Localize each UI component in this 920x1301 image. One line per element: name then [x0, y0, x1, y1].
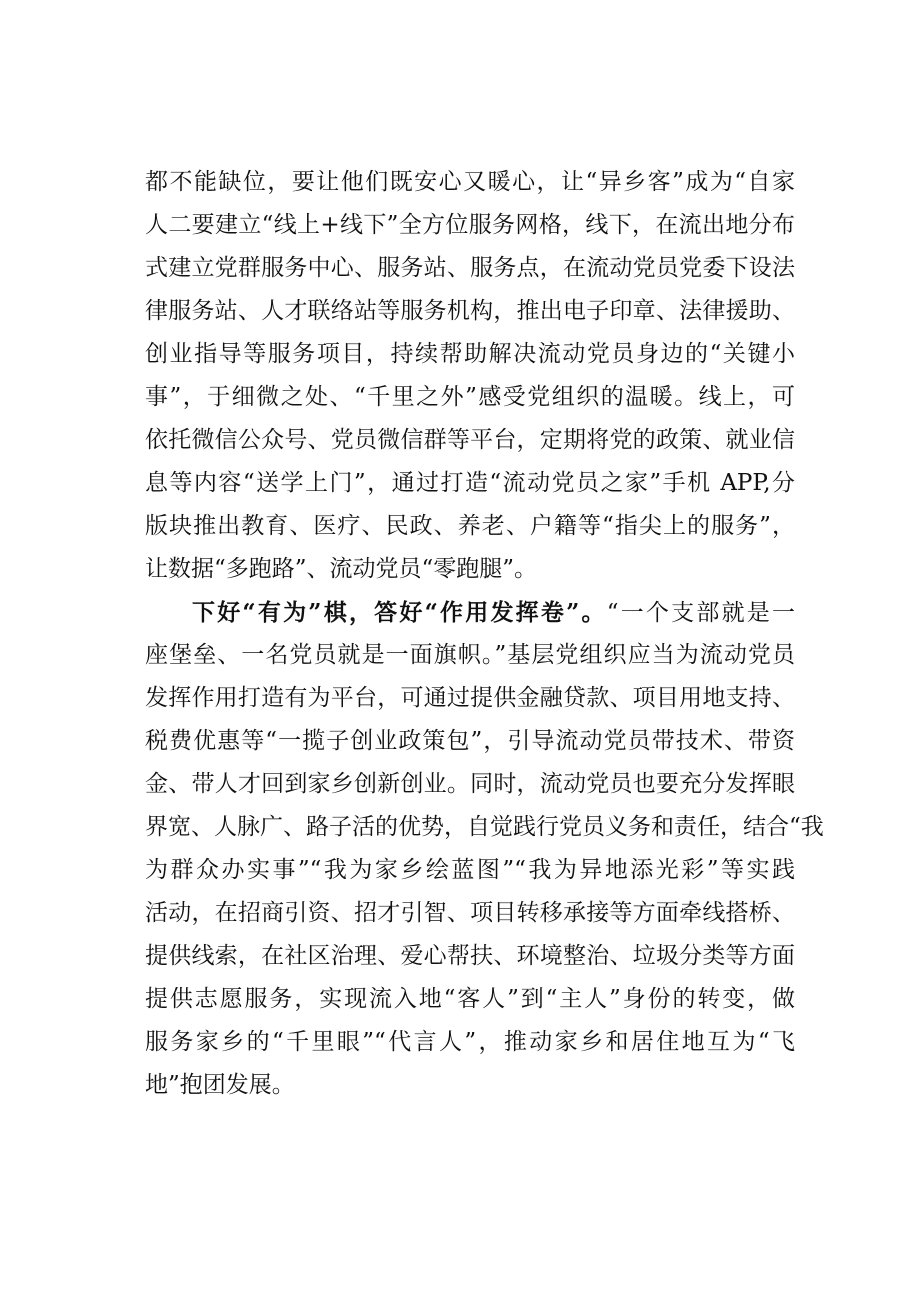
- text-line: 式建立党群服务中心、服务站、服务点，在流动党员党委下设法: [145, 255, 795, 281]
- text-line: 版块推出教育、医疗、民政、养老、户籍等“指尖上的服务”，: [145, 513, 795, 539]
- document-body: [145, 161, 824, 1107]
- text-line: 为群众办实事”“我为家乡绘蓝图”“我为异地添光彩”等实践: [145, 857, 795, 883]
- text-line: 提供线索，在社区治理、爱心帮扶、环境整治、垃圾分类等方面: [145, 943, 795, 969]
- text-line: 创业指导等服务项目，持续帮助解决流动党员身边的“关键小: [145, 341, 795, 367]
- text-line: 都不能缺位，要让他们既安心又暖心，让“异乡客”成为“自家: [145, 169, 795, 195]
- text-line: 提供志愿服务，实现流入地“客人”到“主人”身份的转变，做: [145, 986, 795, 1012]
- text-line: 地”抱团发展。: [145, 1072, 295, 1098]
- paragraph-2-first-line: [145, 591, 795, 634]
- text-line: 息等内容“送学上门”，通过打造“流动党员之家”手机 APP,分: [145, 470, 795, 496]
- text-line: 界宽、人脉广、路子活的优势，自觉践行党员义务和责任，结合“我: [145, 814, 824, 840]
- text-line: 律服务站、人才联络站等服务机构，推出电子印章、法律援助、: [145, 298, 795, 324]
- text-line: 事”，于细微之处、“千里之外”感受党组织的温暖。线上，可: [145, 384, 795, 410]
- text-line: 活动，在招商引资、招才引智、项目转移承接等方面牵线搭桥、: [145, 900, 795, 926]
- text-line: 人二要建立“线上+线下”全方位服务网格，线下，在流出地分布: [145, 212, 795, 238]
- text-line: 座堡垒、一名党员就是一面旗帜。”基层党组织应当为流动党员: [145, 642, 795, 668]
- section-heading: 下好“有为”棋，答好“作用发挥卷”。: [192, 599, 607, 626]
- text-line: 发挥作用打造有为平台，可通过提供金融贷款、项目用地支持、: [145, 685, 795, 711]
- text-line: 依托微信公众号、党员微信群等平台，定期将党的政策、就业信: [145, 427, 795, 453]
- text-line: 服务家乡的“千里眼”“代言人”，推动家乡和居住地互为“飞: [145, 1029, 795, 1055]
- text-line: 让数据“多跑路”、流动党员“零跑腿”。: [145, 556, 538, 582]
- text-run: “一个支部就是一: [606, 600, 795, 626]
- text-line: 税费优惠等“一揽子创业政策包”，引导流动党员带技术、带资: [145, 728, 795, 754]
- paragraph-1: [145, 161, 795, 591]
- paragraph-2: [145, 591, 824, 1107]
- text-line: 金、带人才回到家乡创新创业。同时，流动党员也要充分发挥眼: [145, 771, 795, 797]
